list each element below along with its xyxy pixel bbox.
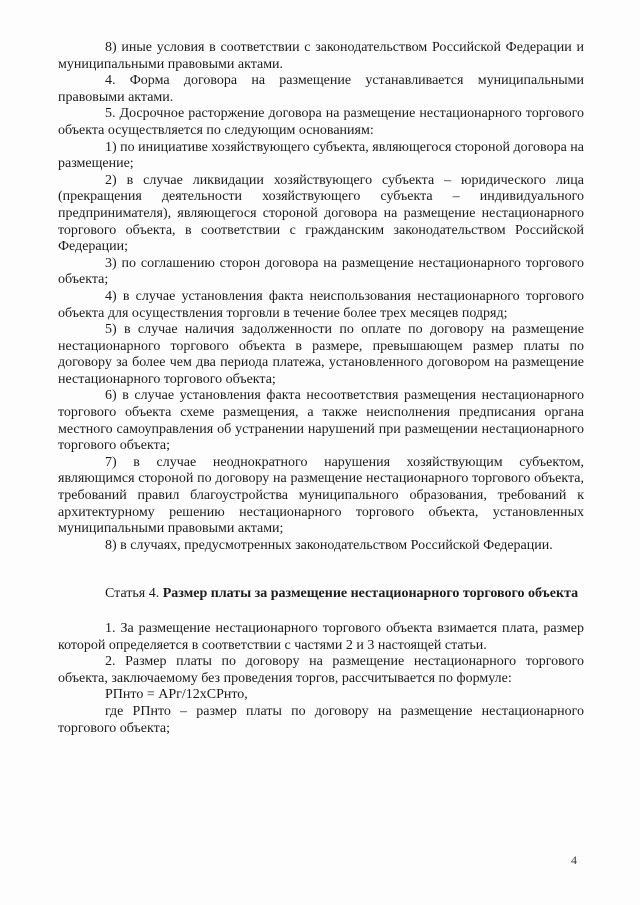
page-number: 4 <box>571 853 577 867</box>
list-item-6: 6) в случае установления факта несоответствия размещения нестационарного торгового объекта схеме размещения, а также неисполнения предписания органа местного самоуправления об устранении нарушений при размещении нестационарного торгового объекта; <box>58 388 584 454</box>
list-item-7: 7) в случае неоднократного нарушения хозяйствующим субъектом, являющимся стороной по договору на размещение нестационарного торгового объекта, требований правил благоустройства муниципального образования, требований к архитектурному решению нестационарного торгового объекта, установленных муниципальными правовыми актами; <box>58 454 584 537</box>
paragraph-clause-4: 4. Форма договора на размещение устанавливается муниципальными правовыми актами. <box>58 73 584 105</box>
list-item-4: 4) в случае установления факта неиспользования нестационарного торгового объекта для осуществления торговли в течение более трех месяцев подряд; <box>58 288 584 321</box>
list-item-1: 1) по инициативе хозяйствующего субъекта, являющегося стороной договора на размещение; <box>58 139 584 172</box>
document-page <box>58 40 584 737</box>
article-clause-2: 2. Размер платы по договору на размещение нестационарного торгового объекта, заключаемому без проведения торгов, рассчитывается по формуле: <box>58 654 584 686</box>
formula-note: где РПнто – размер платы по договору на размещение нестационарного торгового объекта; <box>58 703 584 736</box>
list-item-8: 8) в случаях, предусмотренных законодательством Российской Федерации. <box>105 537 553 553</box>
paragraph-item-8: 8) иные условия в соответствии с законодательством Российской Федерации и муниципальными правовыми актами. <box>58 40 584 72</box>
article-prefix: Статья 4. <box>105 586 163 602</box>
article-title: Размер платы за размещение нестационарного торгового объекта <box>162 586 579 602</box>
formula: РПнто = АРг/12хСРнто, <box>105 687 248 703</box>
article-clause-1: 1. За размещение нестационарного торгового объекта взимается плата, размер которой определяется в соответствии с частями 2 и 3 настоящей статьи. <box>58 621 584 653</box>
list-item-2: 2) в случае ликвидации хозяйствующего субъекта – юридического лица (прекращения деятельности хозяйствующего субъекта – индивидуального предпринимателя), являющегося стороной договора на размещение нестационарного торгового объекта, в соответствии с гражданским законодательством Российской Федерации; <box>58 172 584 255</box>
article-heading <box>58 586 584 603</box>
list-item-3: 3) по соглашению сторон договора на размещение нестационарного торгового объекта; <box>58 255 584 288</box>
paragraph-clause-5: 5. Досрочное расторжение договора на размещение нестационарного торгового объекта осуществляется по следующим основаниям: <box>58 106 584 138</box>
list-item-5: 5) в случае наличия задолженности по оплате по договору на размещение нестационарного торгового объекта в размере, превышающем размер платы по договору за более чем два периода платежа, установленного договором на размещение нестационарного торгового объекта; <box>58 322 584 387</box>
